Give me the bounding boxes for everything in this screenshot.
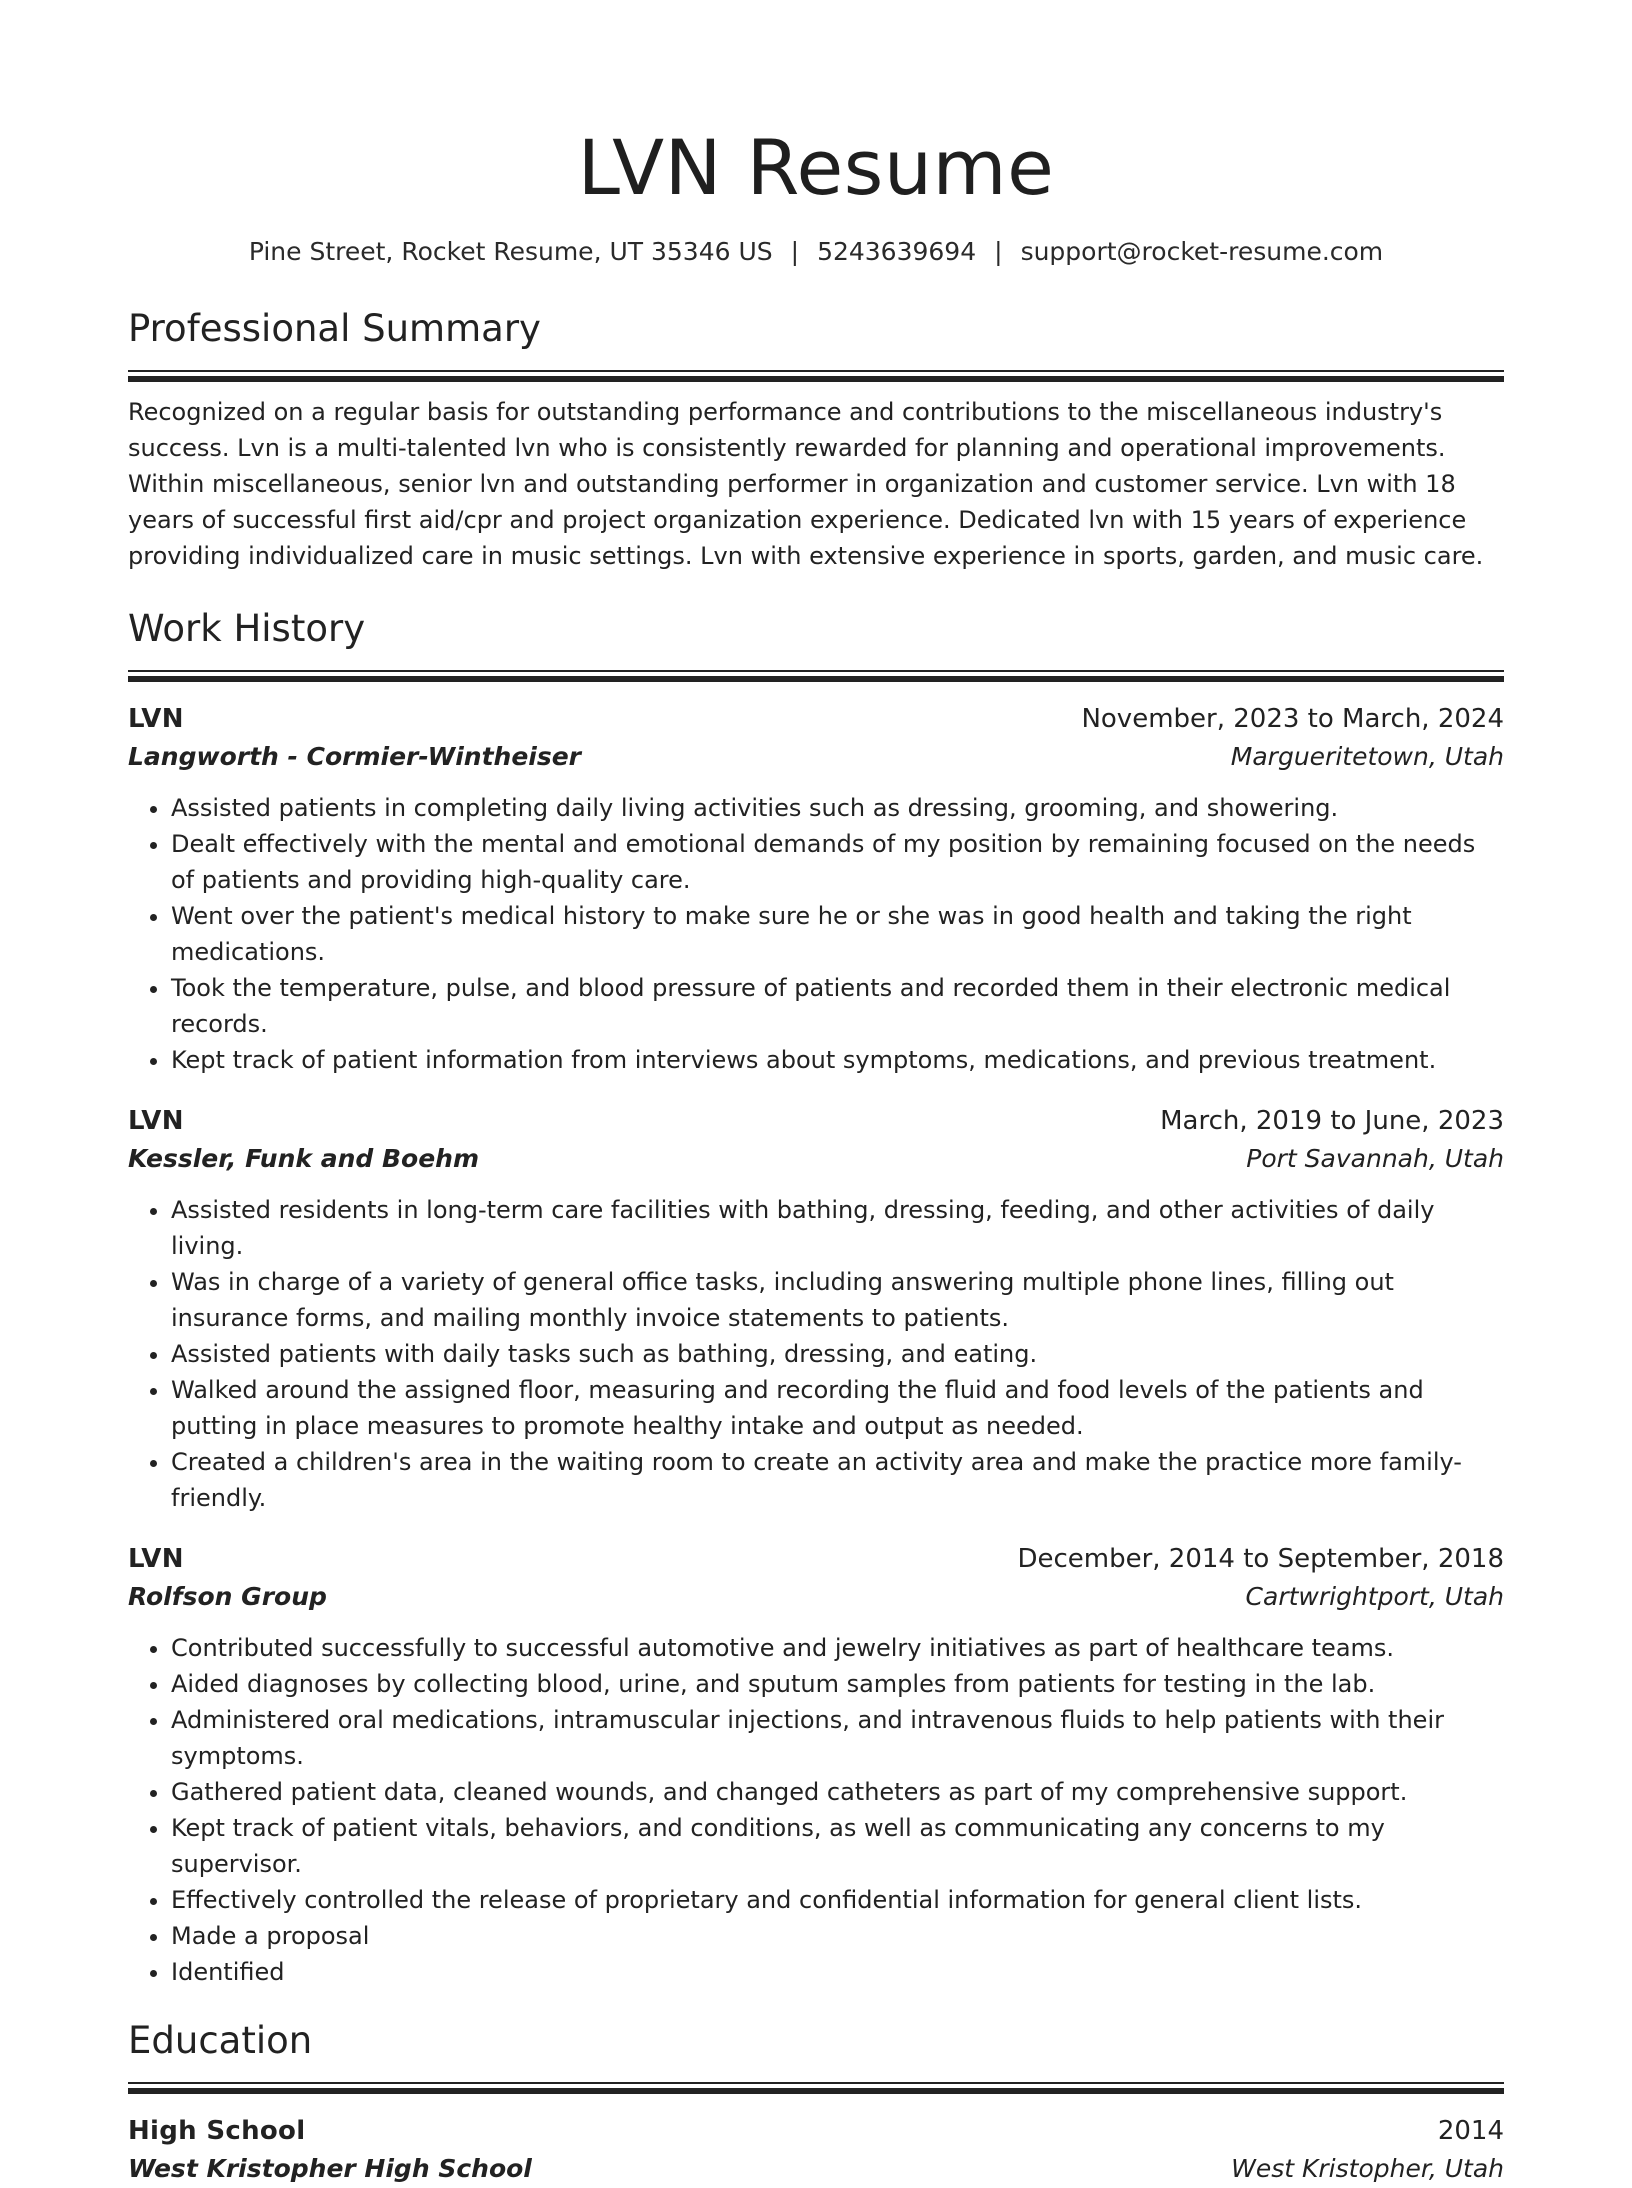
job-bullet: • Gathered patient data, cleaned wounds, and changed catheters as part of my comprehensive support.	[171, 1774, 1504, 1810]
job-entry	[128, 1540, 1504, 1990]
job-bullet: • Was in charge of a variety of general office tasks, including answering multiple phone lines, filling out insurance forms, and mailing monthly invoice statements to patients.	[171, 1264, 1504, 1336]
job-employer-row	[128, 738, 1504, 776]
job-bullet: • Identified	[171, 1954, 1504, 1990]
job-bullet: • Dealt effectively with the mental and emotional demands of my position by remaining focused on the needs of patients and providing high-quality care.	[171, 826, 1504, 898]
job-dates: March, 2019 to June, 2023	[1160, 1106, 1504, 1136]
job-bullet: • Aided diagnoses by collecting blood, urine, and sputum samples from patients for testing in the lab.	[171, 1666, 1504, 1702]
summary-section	[128, 304, 1504, 574]
job-bullet: • Went over the patient's medical history to make sure he or she was in good health and taking the right medications.	[171, 898, 1504, 970]
summary-text: Recognized on a regular basis for outstanding performance and contributions to the miscellaneous industry's success. Lvn is a multi-talented lvn who is consistently rewarded for planning and operational improvements. Within miscellaneous, senior lvn and outstanding performer in organization and customer service. Lvn with 18 years of successful first aid/cpr and project organization experience. Dedicated lvn with 15 years of experience providing individualized care in music settings. Lvn with extensive experience in sports, garden, and music care.	[128, 398, 1484, 570]
job-bullet: • Kept track of patient vitals, behaviors, and conditions, as well as communicating any concerns to my supervisor.	[171, 1810, 1504, 1882]
job-bullet: • Created a children's area in the waiting room to create an activity area and make the practice more family-friendly.	[171, 1444, 1504, 1516]
job-location: Port Savannah, Utah	[1246, 1144, 1504, 1173]
contact-separator: |	[790, 237, 800, 266]
job-bullet: • Kept track of patient information from interviews about symptoms, medications, and previous treatment.	[171, 1042, 1504, 1078]
job-header-row	[128, 1102, 1504, 1140]
job-entry	[128, 1102, 1504, 1516]
education-section	[128, 2016, 1504, 2188]
work-history-section	[128, 604, 1504, 1990]
job-bullet: • Took the temperature, pulse, and blood pressure of patients and recorded them in their electronic medical records.	[171, 970, 1504, 1042]
job-employer: Langworth - Cormier-Wintheiser	[128, 742, 582, 771]
job-bullet: • Walked around the assigned floor, measuring and recording the fluid and food levels of the patients and putting in place measures to promote healthy intake and output as needed.	[171, 1372, 1504, 1444]
job-employer: Kessler, Funk and Boehm	[128, 1144, 480, 1173]
job-bullet: • Contributed successfully to successful automotive and jewelry initiatives as part of healthcare teams.	[171, 1630, 1504, 1666]
education-header-row	[128, 2112, 1504, 2150]
job-bullet: • Assisted residents in long-term care facilities with bathing, dressing, feeding, and other activities of daily living.	[171, 1192, 1504, 1264]
job-bullet: • Assisted patients in completing daily living activities such as dressing, grooming, and showering.	[171, 790, 1504, 826]
contact-line	[128, 234, 1504, 270]
job-entry	[128, 700, 1504, 1078]
job-employer: Rolfson Group	[128, 1582, 327, 1611]
job-bullet: • Effectively controlled the release of proprietary and confidential information for general client lists.	[171, 1882, 1504, 1918]
job-dates: November, 2023 to March, 2024	[1081, 704, 1504, 734]
work-history-heading: Work History	[128, 607, 366, 650]
section-divider	[128, 2082, 1504, 2094]
summary-heading: Professional Summary	[128, 307, 541, 350]
resume-title: LVN Resume	[577, 123, 1055, 212]
contact-separator: |	[994, 237, 1003, 266]
job-bullet-list	[128, 1630, 1504, 1990]
contact-address: Pine Street, Rocket Resume, UT 35346 US	[248, 237, 773, 266]
education-school-row	[128, 2150, 1504, 2188]
job-location: Cartwrightport, Utah	[1245, 1582, 1504, 1611]
education-school: West Kristopher High School	[128, 2154, 532, 2183]
education-degree: High School	[128, 2116, 306, 2146]
job-header-row	[128, 1540, 1504, 1578]
job-header-row	[128, 700, 1504, 738]
job-location: Margueritetown, Utah	[1230, 742, 1504, 771]
job-title: LVN	[128, 704, 184, 734]
job-bullet-list	[128, 790, 1504, 1078]
job-title: LVN	[128, 1106, 184, 1136]
job-dates: December, 2014 to September, 2018	[1017, 1544, 1504, 1574]
job-title: LVN	[128, 1544, 184, 1574]
contact-phone: 5243639694	[817, 237, 977, 266]
job-bullet: • Made a proposal	[171, 1918, 1504, 1954]
section-divider	[128, 370, 1504, 382]
section-divider	[128, 670, 1504, 682]
education-location: West Kristopher, Utah	[1231, 2154, 1504, 2183]
job-employer-row	[128, 1140, 1504, 1178]
job-bullet: • Administered oral medications, intramuscular injections, and intravenous fluids to help patients with their symptoms.	[171, 1702, 1504, 1774]
education-entry	[128, 2112, 1504, 2188]
education-year: 2014	[1437, 2116, 1504, 2146]
job-employer-row	[128, 1578, 1504, 1616]
contact-email: support@rocket-resume.com	[1020, 237, 1384, 266]
education-heading: Education	[128, 2019, 313, 2062]
job-bullet: • Assisted patients with daily tasks such as bathing, dressing, and eating.	[171, 1336, 1504, 1372]
job-bullet-list	[128, 1192, 1504, 1516]
